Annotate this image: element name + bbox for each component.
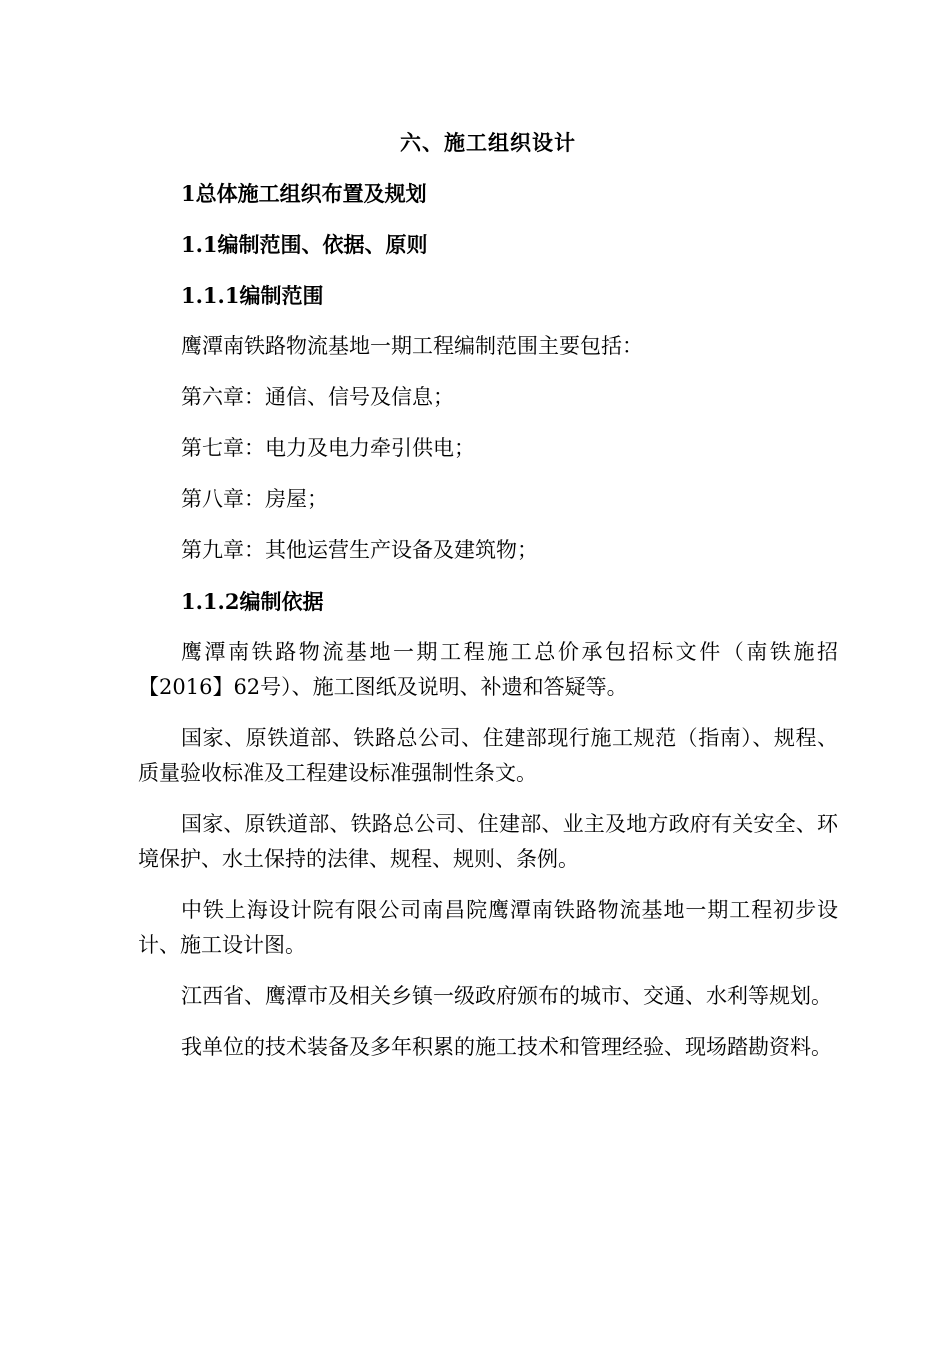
basis-paragraph: 国家、原铁道部、铁路总公司、住建部现行施工规范（指南）、规程、质量验收标准及工程建设标准强制性条文。 xyxy=(138,726,838,785)
basis-paragraph: 国家、原铁道部、铁路总公司、住建部、业主及地方政府有关安全、环境保护、水土保持的法律、规程、规则、条例。 xyxy=(138,812,838,871)
basis-paragraph: 江西省、鹰潭市及相关乡镇一级政府颁布的城市、交通、水利等规划。 xyxy=(181,984,832,1008)
section-title: 六、施工组织设计 xyxy=(400,130,576,155)
basis-paragraph: 鹰潭南铁路物流基地一期工程施工总价承包招标文件（南铁施招【2016】62号）、施工图纸及说明、补遗和答疑等。 xyxy=(138,640,838,699)
chapter-item: 第八章：房屋； xyxy=(181,487,328,511)
basis-paragraph: 我单位的技术装备及多年积累的施工技术和管理经验、现场踏勘资料。 xyxy=(181,1035,832,1059)
chapter-item: 第六章：通信、信号及信息； xyxy=(181,385,454,409)
document-body xyxy=(138,176,838,1081)
chapter-item: 第七章：电力及电力牵引供电； xyxy=(181,436,475,460)
chapter-item: 第九章：其他运营生产设备及建筑物； xyxy=(181,538,538,562)
heading-level-2: 1.1编制范围、依据、原则 xyxy=(181,232,428,257)
heading-basis: 1.1.2编制依据 xyxy=(181,589,324,614)
heading-level-1: 1总体施工组织布置及规划 xyxy=(181,181,427,206)
heading-scope: 1.1.1编制范围 xyxy=(181,283,324,308)
scope-intro-paragraph: 鹰潭南铁路物流基地一期工程编制范围主要包括： xyxy=(181,334,643,358)
basis-paragraph: 中铁上海设计院有限公司南昌院鹰潭南铁路物流基地一期工程初步设计、施工设计图。 xyxy=(138,898,838,957)
